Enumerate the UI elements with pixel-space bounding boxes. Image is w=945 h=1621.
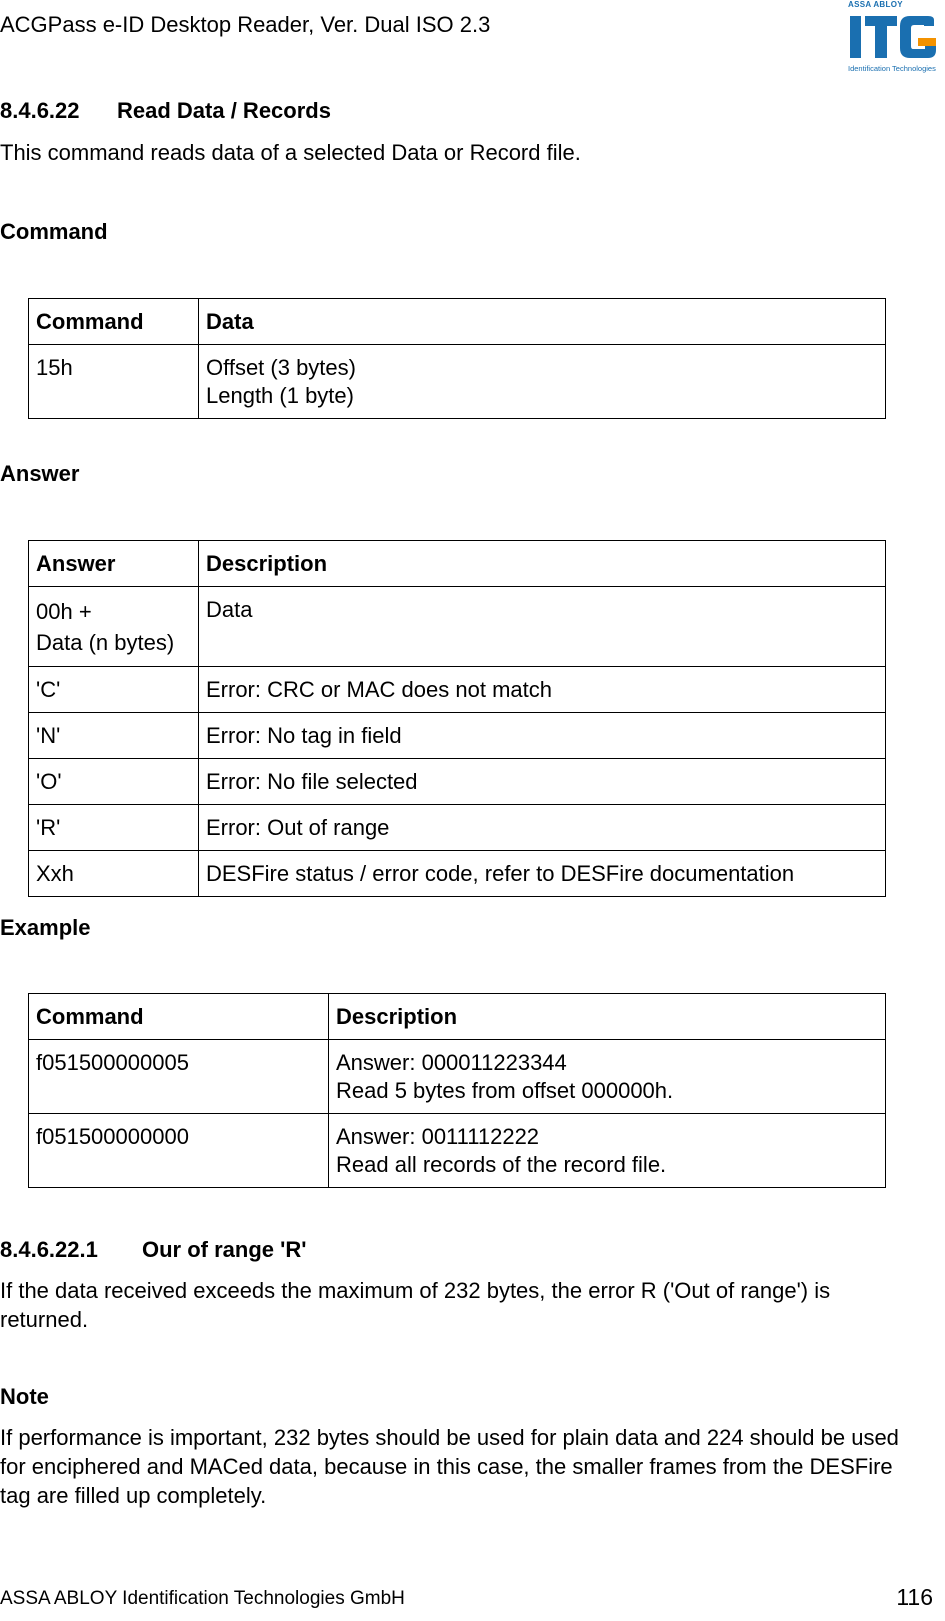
example-table xyxy=(28,993,886,1188)
itg-logo xyxy=(848,0,940,78)
answer-description-cell: Error: No tag in field xyxy=(199,713,886,759)
example-description-line: Read 5 bytes from offset 000000h. xyxy=(336,1078,674,1103)
footer-company: ASSA ABLOY Identification Technologies GmbH xyxy=(0,1588,405,1609)
answer-description-cell: Error: CRC or MAC does not match xyxy=(199,667,886,713)
page-number: 116 xyxy=(896,1584,933,1610)
example-heading: Example xyxy=(0,915,91,940)
document-header-title: ACGPass e-ID Desktop Reader, Ver. Dual ISO 2.3 xyxy=(0,12,491,37)
section-heading xyxy=(0,98,331,124)
table-row xyxy=(29,587,886,667)
table-header-row xyxy=(29,299,886,345)
column-header: Description xyxy=(199,541,886,587)
logo-parent-brand: ASSA ABLOY xyxy=(848,0,903,9)
table-header-row xyxy=(29,541,886,587)
command-heading: Command xyxy=(0,219,108,244)
table-row xyxy=(29,345,886,419)
answer-description-cell: Error: Out of range xyxy=(199,805,886,851)
logo-subtitle: Identification Technologies xyxy=(848,64,936,73)
subsection-text: If the data received exceeds the maximum of 232 bytes, the error R ('Out of range') is returned. xyxy=(0,1278,831,1332)
command-code-cell: 15h xyxy=(29,345,199,419)
table-row xyxy=(29,759,886,805)
example-description-cell xyxy=(329,1114,886,1188)
answer-code-line: 00h + xyxy=(36,599,92,624)
table-header-row xyxy=(29,994,886,1040)
answer-code-cell: 'C' xyxy=(29,667,199,713)
itg-logo-icon xyxy=(848,12,940,62)
answer-heading: Answer xyxy=(0,461,80,486)
column-header: Answer xyxy=(29,541,199,587)
section-intro: This command reads data of a selected Data or Record file. xyxy=(0,140,581,165)
subsection-number: 8.4.6.22.1 xyxy=(0,1237,98,1262)
example-description-line: Answer: 0011112222 xyxy=(336,1124,540,1149)
note-text: If performance is important, 232 bytes should be used for plain data and 224 should be used for enciphered and MACed data, because in this case, the smaller frames from the DESFire tag are filled up completely. xyxy=(0,1425,899,1508)
section-title-text: Read Data / Records xyxy=(117,98,331,123)
answer-description-cell: Data xyxy=(199,587,886,667)
column-header: Description xyxy=(329,994,886,1040)
column-header: Command xyxy=(29,994,329,1040)
command-data-line: Offset (3 bytes) xyxy=(206,355,356,380)
command-table xyxy=(28,298,886,419)
example-description-cell xyxy=(329,1040,886,1114)
example-command-cell: f051500000000 xyxy=(29,1114,329,1188)
section-number: 8.4.6.22 xyxy=(0,98,80,123)
answer-description-cell: DESFire status / error code, refer to DESFire documentation xyxy=(199,851,886,897)
table-row xyxy=(29,851,886,897)
example-command-cell: f051500000005 xyxy=(29,1040,329,1114)
answer-code-cell xyxy=(29,587,199,667)
example-description-line: Read all records of the record file. xyxy=(336,1152,667,1177)
example-description-line: Answer: 000011223344 xyxy=(336,1050,567,1075)
table-row xyxy=(29,667,886,713)
column-header: Command xyxy=(29,299,199,345)
table-row xyxy=(29,1040,886,1114)
table-row xyxy=(29,805,886,851)
column-header: Data xyxy=(199,299,886,345)
table-row xyxy=(29,1114,886,1188)
answer-description-cell: Error: No file selected xyxy=(199,759,886,805)
answer-code-cell: 'O' xyxy=(29,759,199,805)
subsection-heading xyxy=(0,1237,306,1263)
answer-code-cell: 'N' xyxy=(29,713,199,759)
answer-code-cell: Xxh xyxy=(29,851,199,897)
answer-code-line: Data (n bytes) xyxy=(36,630,175,655)
subsection-title-text: Our of range 'R' xyxy=(142,1237,307,1262)
command-data-cell xyxy=(199,345,886,419)
command-data-line: Length (1 byte) xyxy=(206,383,354,408)
table-row xyxy=(29,713,886,759)
note-heading: Note xyxy=(0,1384,49,1409)
answer-table xyxy=(28,540,886,897)
answer-code-cell: 'R' xyxy=(29,805,199,851)
